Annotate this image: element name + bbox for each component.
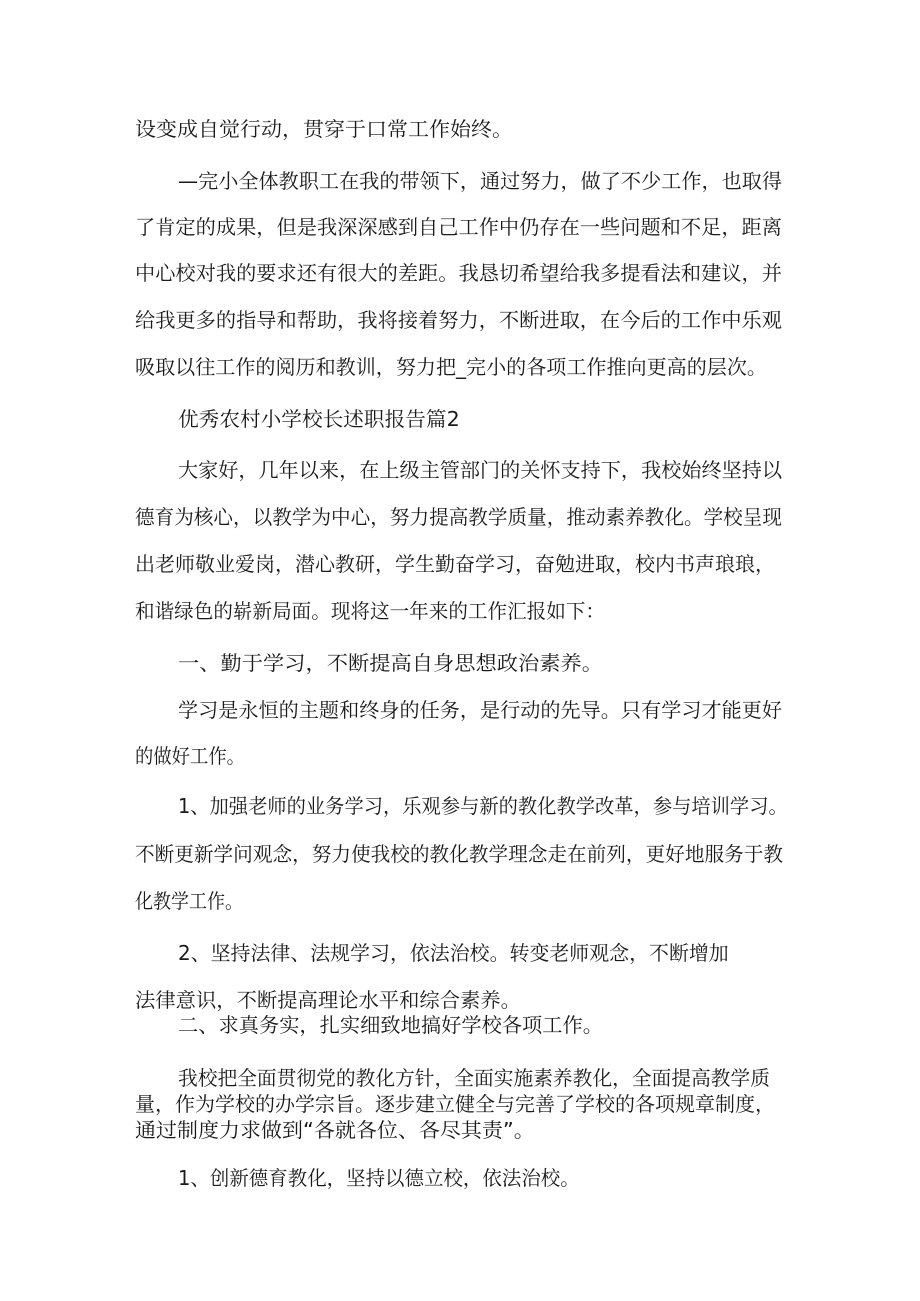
- list-item: 2、坚持法律、法规学习，依法治校。转变老师观念，不断增加: [178, 941, 729, 965]
- text-line: 大家好，几年以来，在上级主管部门的关怀支持下，我校始终坚持以: [178, 458, 782, 482]
- text-line: 学习是永恒的主题和终身的任务，是行动的先导。只有学习才能更好: [178, 698, 782, 722]
- text-line: 量，作为学校的办学宗旨。逐步建立健全与完善了学校的各项规章制度，: [135, 1092, 775, 1116]
- text-line: 出老师敬业爱岗，潜心教研，学生勤奋学习，奋勉进取，校内书声琅琅，: [135, 552, 775, 576]
- text-line: 中心校对我的要求还有很大的差距。我恳切希望给我多提看法和建议，并: [135, 261, 782, 285]
- text-line: —完小全体教职工在我的带领下，通过努力，做了不少工作，也取得: [178, 169, 782, 193]
- list-item: 1、加强老师的业务学习，乐观参与新的教化教学改革，参与培训学习。: [178, 794, 788, 818]
- text-line: 我校把全面贯彻党的教化方针，全面实施素养教化，全面提高教学质: [178, 1066, 770, 1090]
- text-line: 了肯定的成果，但是我深深感到自己工作中仍存在一些问题和不足，距离: [135, 215, 782, 239]
- text-line: 给我更多的指导和帮助，我将接着努力，不断进取，在今后的工作中乐观: [135, 308, 782, 332]
- text-line: 设变成自觉行动，贯穿于口常工作始终。: [135, 117, 513, 141]
- text-line: 和谐绿色的崭新局面。现将这一年来的工作汇报如下：: [135, 599, 605, 623]
- text-line: 化教学工作。: [135, 889, 243, 913]
- text-line: 的做好工作。: [135, 744, 245, 768]
- section-heading: 二、求真务实，扎实细致地搞好学校各项工作。: [178, 1013, 603, 1037]
- text-line: 不断更新学问观念，努力使我校的教化教学理念走在前列，更好地服务于教: [135, 842, 783, 866]
- text-line: 通过制度力求做到“各就各位、各尽其责”。: [135, 1118, 535, 1142]
- text-line: 德育为核心，以教学为中心，努力提高教学质量，推动素养教化。学校呈现: [135, 505, 782, 529]
- list-item: 1、创新德育教化，坚持以德立校，依法治校。: [178, 1166, 580, 1190]
- section-heading: 一、勤于学习，不断提高自身思想政治素养。: [178, 651, 603, 675]
- section-heading: 优秀农村小学校长述职报告篇2: [178, 407, 460, 431]
- text-line: 法律意识，不断提高理论水平和综合素养。: [135, 988, 521, 1012]
- text-line: 吸取以往工作的阅历和教训，努力把_完小的各项工作推向更高的层次。: [135, 355, 768, 379]
